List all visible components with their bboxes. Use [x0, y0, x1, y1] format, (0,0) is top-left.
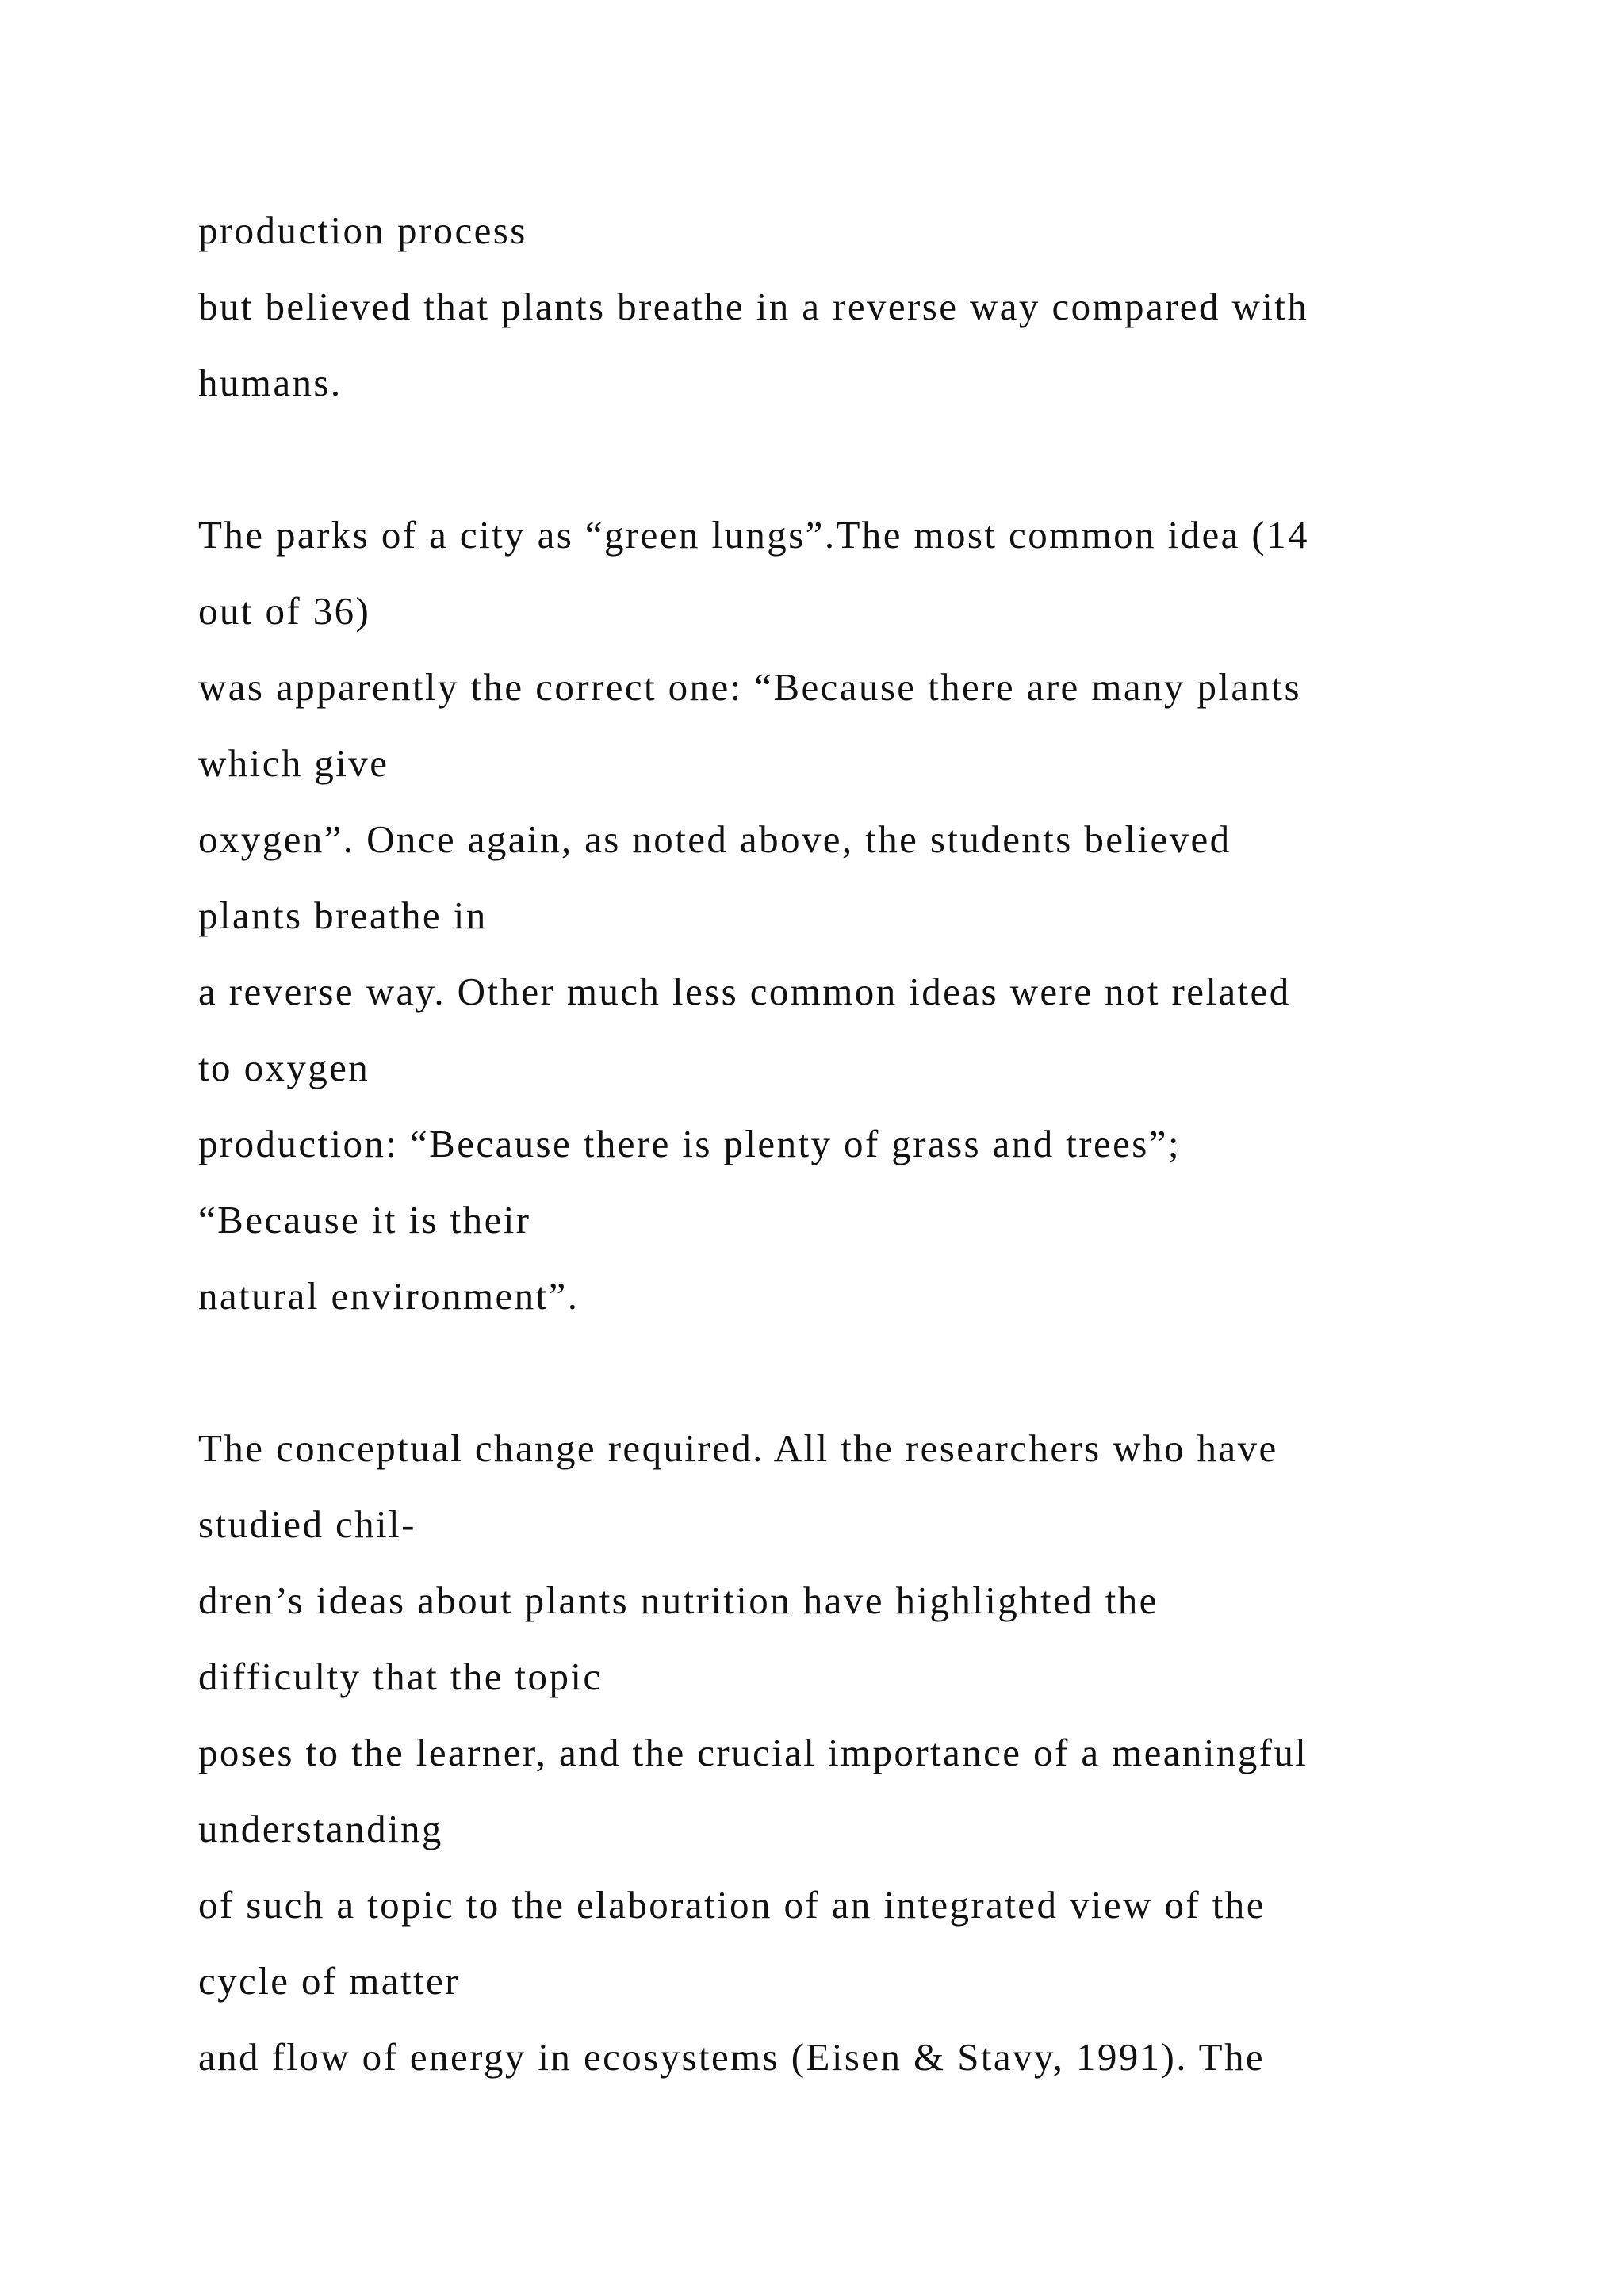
text-line: humans.: [198, 361, 343, 404]
text-line: plants breathe in: [198, 894, 488, 937]
text-line: a reverse way. Other much less common ideas were not related: [198, 970, 1291, 1013]
text-line: to oxygen: [198, 1046, 370, 1089]
text-line: natural environment”.: [198, 1274, 580, 1318]
text-line: out of 36): [198, 589, 371, 633]
text-line: dren’s ideas about plants nutrition have highlighted the: [198, 1578, 1159, 1622]
text-line: The conceptual change required. All the researchers who have: [198, 1426, 1278, 1470]
text-line: poses to the learner, and the crucial importance of a meaningful: [198, 1731, 1308, 1774]
text-line: understanding: [198, 1807, 443, 1850]
text-line: of such a topic to the elaboration of an integrated view of the: [198, 1883, 1266, 1927]
text-line: studied chil-: [198, 1502, 416, 1546]
text-line: production process: [198, 209, 527, 252]
text-line: but believed that plants breathe in a reverse way compared with: [198, 285, 1309, 328]
text-line: which give: [198, 741, 389, 785]
document-text-body: [198, 193, 1499, 2095]
paragraph-2: [198, 497, 1499, 1334]
text-line: The parks of a city as “green lungs”.The most common idea (14: [198, 513, 1309, 557]
text-line: and flow of energy in ecosystems (Eisen & Stavy, 1991). The: [198, 2035, 1266, 2079]
text-line: cycle of matter: [198, 1959, 460, 2003]
paragraph-spacer: [198, 1334, 1499, 1410]
text-line: difficulty that the topic: [198, 1655, 603, 1698]
text-line: was apparently the correct one: “Because there are many plants: [198, 665, 1301, 709]
paragraph-1: [198, 193, 1499, 421]
text-line: production: “Because there is plenty of grass and trees”;: [198, 1122, 1181, 1165]
text-line: oxygen”. Once again, as noted above, the students believed: [198, 817, 1231, 861]
text-line: “Because it is their: [198, 1198, 531, 1242]
paragraph-spacer: [198, 421, 1499, 497]
paragraph-3: [198, 1410, 1499, 2095]
